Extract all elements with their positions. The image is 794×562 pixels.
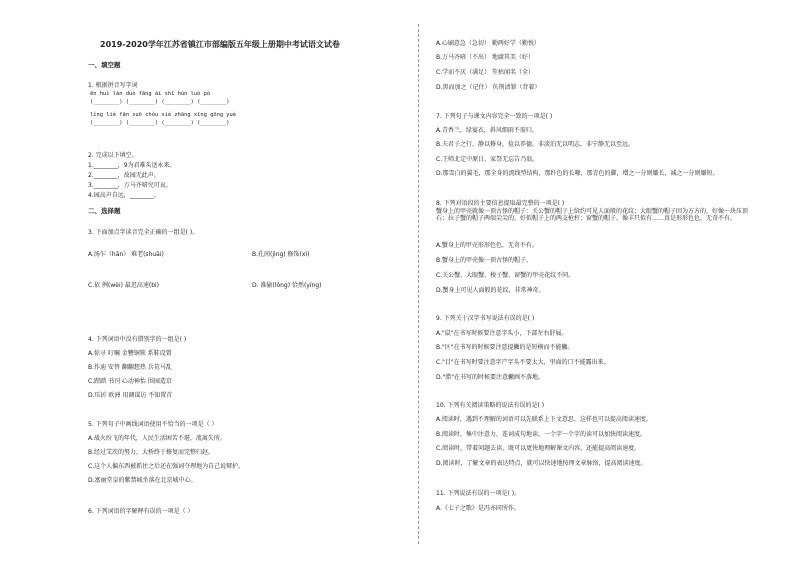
q10-option-c: C.阅读时，带着问题去读，既可以更快地理解课文内容，还能提高阅读速度。 <box>436 445 641 452</box>
q9-option-d: D."腊"在书写的时候要注意撇画不落地。 <box>436 374 545 381</box>
q7-option-d: D.那雪白的翼毛，那全身的流线型结构，那纤色的长喙，那青色的脚，增之一分则嫌长，减之一分则嫌短。 <box>436 170 719 177</box>
q10-option-a: A.阅读时，遇到不理解的词语可以先联系上下文意思，这样也可以提高阅读速度。 <box>436 416 652 423</box>
q2-line-1: 1.________，9为君难头送永来。 <box>88 162 176 169</box>
q8-option-c: C.关公蟹、大眼蟹、梭子蟹、窗蟹的甲壳花纹不同。 <box>436 272 575 279</box>
q4-option-c: C.蹬踏 书刊 心动神怡 围园造京 <box>88 378 172 385</box>
blank-row-2: (________) (________) (________) (________) <box>90 120 230 126</box>
section-heading-choice: 二、选择题 <box>88 207 121 215</box>
q9-option-c: C."目"在书写时要注意字产字头不要太大，里面的口不能露出来。 <box>436 359 610 366</box>
q6-option-b: B.万马齐喑（不出） 地腐其美（好） <box>436 54 534 61</box>
column-divider <box>418 24 419 544</box>
q4-option-a: A.惊寻 叮嘱 金簪铜锁 系鞋设置 <box>88 350 172 357</box>
left-column <box>88 0 406 562</box>
q5-option-a: A.战火纷飞的年代，人民生活困苦不堪，流离失所。 <box>88 435 226 442</box>
q8-passage: 蟹身上的甲壳就像一顶古怪的帽子：关公蟹的帽子上给约可见人面般的花纹；大眼蟹的帽子因为方方的，好像一块压顶石；拉子蟹的帽子两端尖尖的，好似帽子上的两支枪杆；窗蟹的帽子，像丰只似有……真是形形色色，无奇不有。 <box>436 208 749 222</box>
q5-option-b: B.经过艾茨的努力，大桥终于修复而完整归赵。 <box>88 449 215 456</box>
q11-option-a: A.《七子之歌》是冯亦同所作。 <box>436 505 520 512</box>
q9-option-a: A."鼠"在书写时候要注意字头小，下部左右舒展。 <box>436 330 568 337</box>
q7-option-a: A.青香兰，绿宴衣，斜风细雨不需归。 <box>436 127 538 134</box>
q6-option-c: C.学而不厌（满足） 笙枯闻名（全） <box>436 69 535 76</box>
q6-option-a: A.心刷意急（急切） 勤两好学（勤悦） <box>436 40 540 47</box>
q4-option-b: B.作迪 安替 翻翻想热 兵荒马乱 <box>88 364 172 371</box>
question-7: 7. 下列句子与课文内容完全一致的一项是( ) <box>436 113 553 120</box>
q8-option-d: D.蟹身上可见人面般的花纹，非常神奇。 <box>436 287 545 294</box>
section-heading-fill: 一、填空题 <box>88 61 121 69</box>
question-6: 6. 下列词语的字解释有误的一项是（ ） <box>88 508 194 515</box>
q10-option-b: B.阅读时，集中注意力，连词成句地读，一个字一个字的读可以加快阅读速度。 <box>436 431 647 438</box>
pinyin-row-2: líng liè fān suō chóu xiè zhāng xīng gōng yuè <box>90 112 237 118</box>
q7-option-c: C.王师北定中原日，家祭无忘告乃翁。 <box>436 156 539 163</box>
q4-option-d: D.压折 欧洲 用调谋访 不知置首 <box>88 392 173 399</box>
question-8: 8. 下列对语段的主要信息提取最完整的一项是( ) <box>436 200 565 207</box>
question-3: 3. 下面加点字读音完全正确的一组是( )。 <box>88 229 199 236</box>
question-11: 11. 下列说法有误的一项是( )。 <box>436 490 521 497</box>
q7-option-b: B.夫君子之行，静以修身，俭以养德。非淡泊无以明志，非宁静无以至远。 <box>436 141 635 148</box>
question-4: 4. 下列词语中没有错别字的一组是( ) <box>88 336 187 343</box>
question-2: 2. 完成以下填空。 <box>88 152 138 159</box>
pinyin-row-1: ēn huì lán duò fāng ái shī hún luò pò <box>90 91 211 97</box>
exam-title: 2019-2020学年江苏省镇江市部编版五年级上册期中考试语文试卷 <box>100 40 340 49</box>
q2-line-3: 3.________，万马齐喑究可哀。 <box>88 182 172 189</box>
question-9: 9. 下列关于汉字书写说法有误的是( ) <box>436 315 535 322</box>
q9-option-b: B."区"在书写的时候要注意提撇的是短横而不能撇。 <box>436 344 574 351</box>
question-1: 1. 根据拼音写字词 <box>88 82 138 89</box>
q8-option-b: B.蟹身上的甲壳像一顶古怪的帽子。 <box>436 257 533 264</box>
question-10: 10. 下列有关阅读策略的说法有误的是( ) <box>436 402 545 409</box>
q8-option-a: A.蟹身上的甲壳形形色色，无奇不有。 <box>436 242 538 249</box>
blank-row-1: (________) (________) (________) (________) <box>90 99 230 105</box>
q6-option-d: D.黑而加之（记住） 负荆请罪（背着） <box>436 84 541 91</box>
q2-line-4: 4.园高声自远，________。 <box>88 192 160 199</box>
q5-option-d: D.富丽堂皇的紫禁城坐落在北京城中心。 <box>88 477 197 484</box>
q2-line-2: 2.________，故园无此声。 <box>88 172 160 179</box>
q10-option-d: D.阅读时，了解文章的表达特点，就可以快速地按理文章脉络，提高阅读速度。 <box>436 460 647 467</box>
q3-option-d: D. 淮偷(lǒng) 恰然(yíng) <box>252 282 322 289</box>
q5-option-c: C.这个人偏东西被抓住之后还在强词夺理地为自己说辩护。 <box>88 463 245 470</box>
q3-option-b: B.孔间(jìng) 修饰(xì) <box>252 251 310 258</box>
question-5: 5. 下列句子中画线词语使用不恰当的一项是（ ） <box>88 421 218 428</box>
q3-option-c: C.依 例(wèi) 最迟高速(bì) <box>88 282 160 289</box>
right-column <box>436 0 766 562</box>
q3-option-a: A.汤乍（hān） 难老(shuāi) <box>88 251 164 258</box>
